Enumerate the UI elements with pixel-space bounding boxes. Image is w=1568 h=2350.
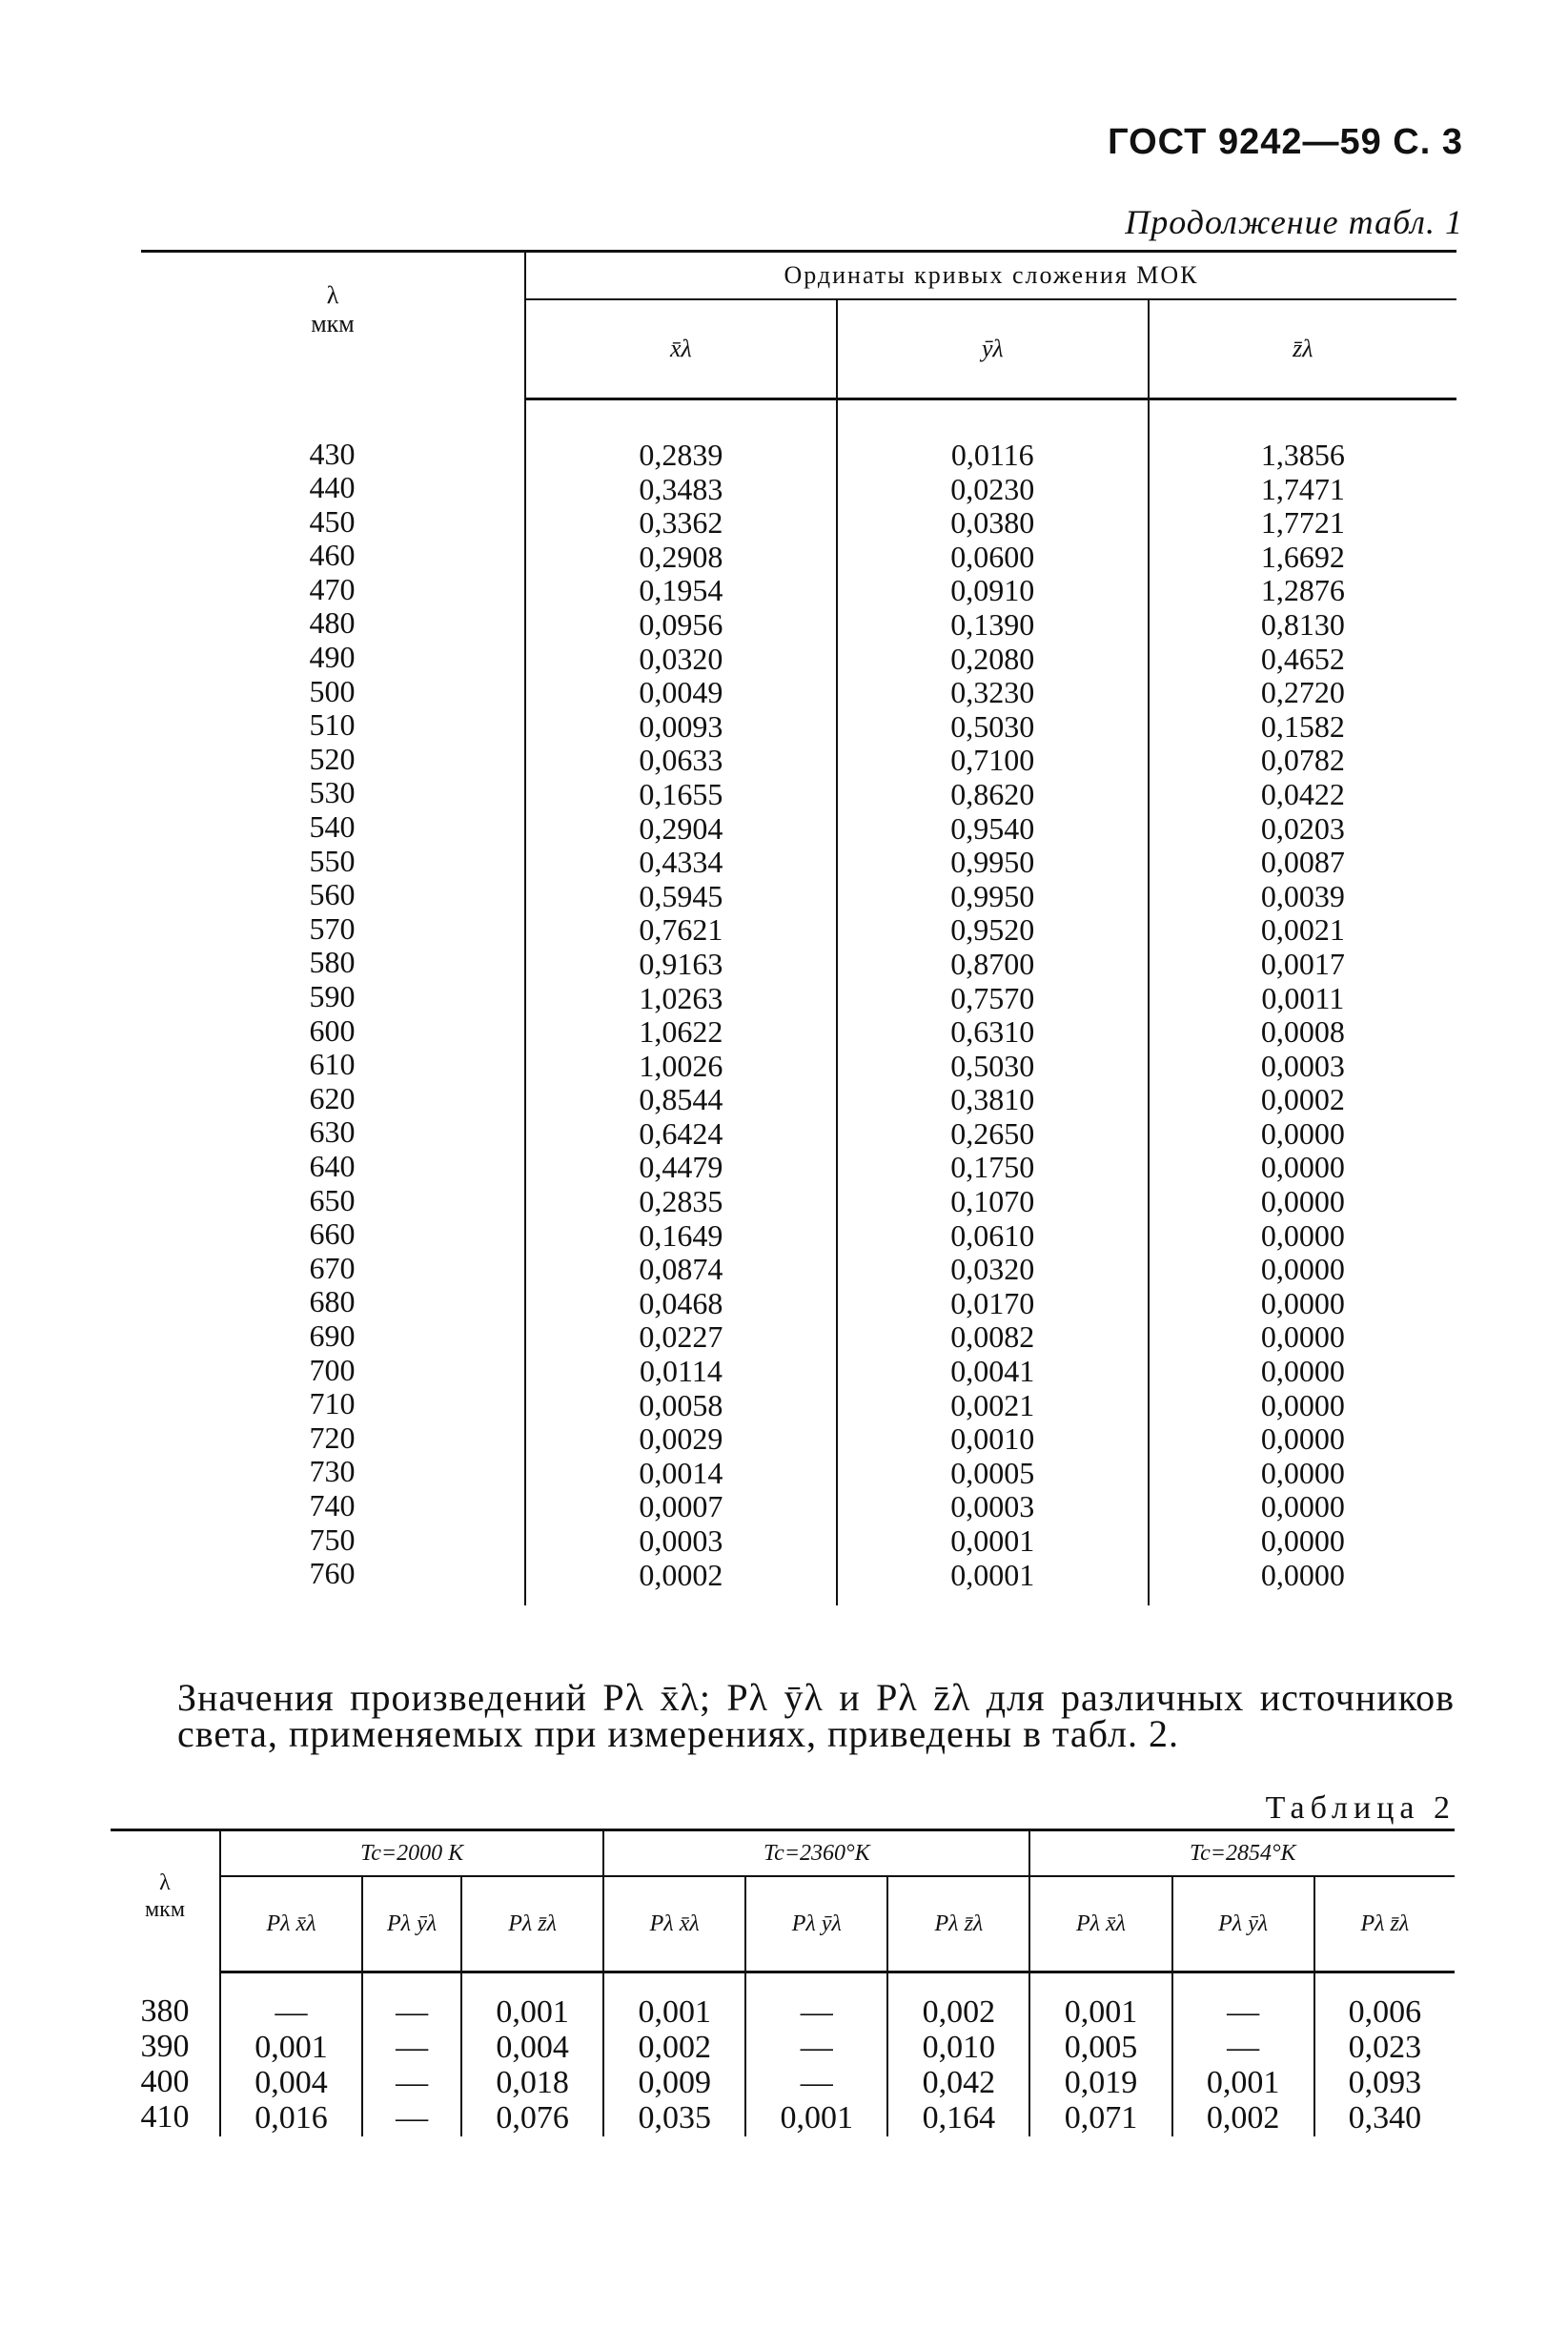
table-cell: 0,0011 bbox=[1261, 980, 1345, 1015]
table-cell: 540 bbox=[309, 809, 356, 845]
table-cell: 0,0000 bbox=[1260, 1217, 1345, 1253]
lambda-symbol: λ bbox=[159, 1870, 171, 1895]
table2-column bbox=[220, 1972, 362, 2137]
table-cell: 0,9520 bbox=[950, 912, 1035, 948]
table-cell: 0,8544 bbox=[639, 1082, 723, 1117]
table-cell: 510 bbox=[309, 707, 356, 743]
table-cell: 0,023 bbox=[1348, 2030, 1422, 2065]
table-cell: 0,0910 bbox=[950, 573, 1035, 608]
table-cell: 0,0000 bbox=[1260, 1184, 1345, 1219]
table-cell: 0,0003 bbox=[1260, 1048, 1345, 1083]
table-cell: — bbox=[396, 1994, 429, 2030]
table-cell: 0,0000 bbox=[1260, 1421, 1345, 1457]
table-cell: 0,3483 bbox=[639, 471, 723, 506]
table-cell: 0,010 bbox=[922, 2030, 996, 2065]
table-cell: 0,6424 bbox=[639, 1115, 723, 1151]
table-cell: 0,001 bbox=[638, 1994, 711, 2030]
table-cell: 0,019 bbox=[1064, 2065, 1138, 2100]
table2-col-header: Pλ z̄λ bbox=[887, 1876, 1029, 1972]
table-cell: 0,004 bbox=[255, 2065, 328, 2100]
table2-column bbox=[887, 1972, 1029, 2137]
table-cell: 560 bbox=[309, 877, 356, 912]
table-cell: 470 bbox=[309, 571, 356, 606]
table-cell: — bbox=[396, 2065, 429, 2100]
table-cell: 0,0087 bbox=[1260, 845, 1345, 880]
table-cell: 460 bbox=[309, 538, 356, 573]
table-cell: 0,0170 bbox=[950, 1285, 1035, 1320]
table2-column bbox=[745, 1972, 887, 2137]
table-cell: 0,001 bbox=[255, 2030, 328, 2065]
table2-col-header: Pλ x̄λ bbox=[603, 1876, 745, 1972]
table-cell: 0,0000 bbox=[1260, 1489, 1345, 1524]
table-cell: 0,1070 bbox=[950, 1184, 1035, 1219]
table-cell: 740 bbox=[309, 1487, 356, 1522]
table-cell: 490 bbox=[309, 640, 356, 675]
table-cell: 670 bbox=[309, 1250, 356, 1285]
table-cell: 600 bbox=[309, 1012, 356, 1048]
table-cell: 0,5030 bbox=[950, 1048, 1035, 1083]
table1-z-column bbox=[1149, 399, 1456, 1606]
table-cell: 0,001 bbox=[1206, 2065, 1280, 2100]
table2-column bbox=[461, 1972, 603, 2137]
table-cell: 0,0003 bbox=[950, 1489, 1035, 1524]
table2-col-header: Pλ z̄λ bbox=[461, 1876, 603, 1972]
table-cell: — bbox=[396, 2030, 429, 2065]
table-cell: 0,0000 bbox=[1260, 1150, 1345, 1185]
table-continuation-label: Продолжение табл. 1 bbox=[1125, 203, 1463, 241]
table-cell: 0,0017 bbox=[1260, 946, 1345, 981]
table1-lambda-column bbox=[141, 399, 525, 1606]
table-cell: 0,2650 bbox=[950, 1115, 1035, 1151]
table-cell: 0,0007 bbox=[639, 1489, 723, 1524]
table-cell: 0,0227 bbox=[639, 1319, 723, 1355]
table2-col-header: Pλ x̄λ bbox=[220, 1876, 362, 1972]
table-cell: 550 bbox=[309, 843, 356, 878]
table-cell: 0,3362 bbox=[639, 505, 723, 541]
table-cell: 700 bbox=[309, 1352, 356, 1387]
table-cell: 0,1649 bbox=[639, 1217, 723, 1253]
table-cell: 0,0021 bbox=[950, 1387, 1035, 1422]
table2-group-2854k: Tc=2854°К bbox=[1029, 1830, 1455, 1877]
table-cell: 590 bbox=[309, 979, 356, 1013]
table-cell: 0,0039 bbox=[1260, 878, 1345, 913]
lambda-unit: мкм bbox=[311, 310, 355, 337]
table-cell: 0,0000 bbox=[1260, 1252, 1345, 1287]
table-cell: 0,0002 bbox=[639, 1557, 723, 1592]
table-cell: 0,0003 bbox=[639, 1523, 723, 1558]
table2-col-header: Pλ ȳλ bbox=[745, 1876, 887, 1972]
table2-group-2000k: Tc=2000 К bbox=[220, 1830, 603, 1877]
table-cell: 630 bbox=[309, 1114, 356, 1150]
table-cell: 0,9950 bbox=[950, 878, 1035, 913]
body-paragraph: Значения произведений Pλ x̄λ; Pλ ȳλ и Pλ z̄λ для различных источников света, применяемых при измерениях, приведены в табл. 2. bbox=[177, 1676, 1455, 1755]
table-cell: 0,0116 bbox=[950, 438, 1034, 472]
table-cell: 0,4479 bbox=[639, 1150, 723, 1185]
table-cell: 0,0468 bbox=[639, 1285, 723, 1320]
table2-col-header: Pλ x̄λ bbox=[1029, 1876, 1171, 1972]
table-2 bbox=[111, 1829, 1455, 2136]
table-cell: 0,1582 bbox=[1260, 708, 1345, 744]
table-cell: 0,7621 bbox=[639, 912, 723, 948]
table-cell: 1,6692 bbox=[1260, 539, 1345, 574]
table-cell: 0,0600 bbox=[950, 539, 1035, 574]
table2-col-header: Pλ ȳλ bbox=[362, 1876, 461, 1972]
table2-column bbox=[362, 1972, 461, 2137]
table-cell: — bbox=[1227, 2030, 1260, 2065]
table-cell: 690 bbox=[309, 1318, 356, 1353]
table-cell: 0,4652 bbox=[1260, 641, 1345, 676]
table-cell: 430 bbox=[309, 436, 356, 471]
table-cell: 720 bbox=[309, 1420, 356, 1455]
table2-column bbox=[111, 1972, 220, 2137]
table-cell: 0,7570 bbox=[950, 980, 1035, 1015]
table-cell: 0,0001 bbox=[950, 1557, 1035, 1592]
table-cell: 0,0380 bbox=[950, 505, 1035, 541]
table2-col-header: Pλ ȳλ bbox=[1172, 1876, 1314, 1972]
table-cell: 0,004 bbox=[496, 2030, 569, 2065]
table2-group-2360k: Tc=2360°К bbox=[603, 1830, 1029, 1877]
table-cell: 520 bbox=[309, 741, 356, 776]
lambda-unit: мкм bbox=[144, 1897, 186, 1922]
table-cell: 0,0320 bbox=[639, 641, 723, 676]
table-cell: 0,0230 bbox=[950, 471, 1035, 506]
table-cell: 0,0000 bbox=[1260, 1354, 1345, 1389]
table1-y-column bbox=[837, 399, 1149, 1606]
table-cell: 0,006 bbox=[1348, 1994, 1422, 2030]
table-cell: 0,8700 bbox=[950, 946, 1035, 981]
table-cell: 760 bbox=[309, 1556, 356, 1591]
table1-col-z: z̄λ bbox=[1149, 299, 1456, 399]
table-cell: 650 bbox=[309, 1182, 356, 1217]
table-cell: 0,005 bbox=[1064, 2030, 1138, 2065]
table-cell: 0,1954 bbox=[639, 573, 723, 608]
table-cell: 0,0008 bbox=[1260, 1014, 1345, 1050]
table-cell: 0,0000 bbox=[1260, 1387, 1345, 1422]
table-cell: 0,2904 bbox=[639, 810, 723, 846]
table-cell: 0,042 bbox=[922, 2065, 996, 2100]
table-cell: 0,0782 bbox=[1260, 743, 1345, 778]
table-cell: 0,0001 bbox=[950, 1523, 1035, 1558]
table-cell: 0,0422 bbox=[1260, 776, 1345, 811]
table-cell: 710 bbox=[309, 1386, 356, 1421]
table-cell: 570 bbox=[309, 910, 356, 946]
table-cell: 0,001 bbox=[496, 1994, 569, 2030]
table-cell: 0,1750 bbox=[950, 1150, 1035, 1185]
table-cell: 1,0026 bbox=[639, 1048, 723, 1083]
table-cell: 0,0114 bbox=[640, 1354, 723, 1389]
table-cell: 1,7471 bbox=[1260, 471, 1345, 506]
table-cell: 0,2835 bbox=[639, 1184, 723, 1219]
table-cell: 0,3230 bbox=[950, 675, 1035, 710]
table-cell: 0,6310 bbox=[950, 1014, 1035, 1050]
table-cell: 0,7100 bbox=[950, 743, 1035, 778]
table2-column bbox=[1029, 1972, 1171, 2137]
table2-column bbox=[603, 1972, 745, 2137]
table-cell: 0,8130 bbox=[1260, 606, 1345, 642]
table-cell: 0,0000 bbox=[1260, 1455, 1345, 1490]
table-cell: 0,9540 bbox=[950, 810, 1035, 846]
table-cell: 0,0000 bbox=[1260, 1285, 1345, 1320]
table-cell: 0,0049 bbox=[639, 675, 723, 710]
table2-column bbox=[1172, 1972, 1314, 2137]
table2-col-header: Pλ z̄λ bbox=[1314, 1876, 1455, 1972]
table-cell: 0,340 bbox=[1348, 2100, 1422, 2135]
table-cell: 1,7721 bbox=[1260, 505, 1345, 541]
table-cell: 0,002 bbox=[922, 1994, 996, 2030]
table2-label: Таблица 2 bbox=[1265, 1790, 1456, 1826]
table-cell: 0,035 bbox=[638, 2100, 711, 2135]
table-cell: 0,071 bbox=[1064, 2100, 1138, 2135]
table-cell: 0,0874 bbox=[639, 1252, 723, 1287]
table-cell: 0,0082 bbox=[950, 1319, 1035, 1355]
table-cell: 610 bbox=[309, 1047, 356, 1082]
table-cell: 0,076 bbox=[496, 2100, 569, 2135]
table-cell: 0,0320 bbox=[950, 1252, 1035, 1287]
table-cell: 0,1655 bbox=[639, 776, 723, 811]
table-cell: 0,3810 bbox=[950, 1082, 1035, 1117]
table-cell: 730 bbox=[309, 1454, 356, 1489]
table-cell: 1,0622 bbox=[639, 1014, 723, 1050]
table-cell: 0,002 bbox=[1206, 2100, 1280, 2135]
table-cell: — bbox=[800, 2030, 833, 2065]
table-cell: 0,0956 bbox=[639, 606, 723, 642]
table1-col-y: ȳλ bbox=[837, 299, 1149, 399]
table1-x-column bbox=[525, 399, 837, 1606]
table-cell: 1,2876 bbox=[1260, 573, 1345, 608]
table-cell: 0,0610 bbox=[950, 1217, 1035, 1253]
table-cell: 0,2720 bbox=[1260, 675, 1345, 710]
table-cell: 750 bbox=[309, 1522, 356, 1557]
table-cell: 0,2908 bbox=[639, 539, 723, 574]
table-cell: 680 bbox=[309, 1284, 356, 1319]
table-cell: 0,0000 bbox=[1260, 1557, 1345, 1592]
table-cell: 530 bbox=[309, 775, 356, 810]
table-cell: 0,0058 bbox=[639, 1387, 723, 1422]
table-cell: — bbox=[800, 1994, 833, 2030]
table1-group-header: Ординаты кривых сложения МОК bbox=[525, 252, 1456, 300]
table1-col-x: x̄λ bbox=[525, 299, 837, 399]
table-cell: 0,8620 bbox=[950, 776, 1035, 811]
table-cell: 0,5030 bbox=[950, 708, 1035, 744]
table-cell: — bbox=[800, 2065, 833, 2100]
table-cell: 1,0263 bbox=[639, 980, 723, 1015]
table-cell: 0,009 bbox=[638, 2065, 711, 2100]
table-cell: 0,0002 bbox=[1260, 1082, 1345, 1117]
table2-column bbox=[1314, 1972, 1455, 2137]
table-cell: — bbox=[275, 1994, 308, 2030]
table-cell: 0,9163 bbox=[639, 946, 723, 981]
table-cell: 0,016 bbox=[255, 2100, 328, 2135]
table-cell: 0,093 bbox=[1348, 2065, 1422, 2100]
table-cell: 400 bbox=[140, 2063, 190, 2099]
table-cell: 0,164 bbox=[922, 2100, 996, 2135]
table2-lambda-header bbox=[111, 1830, 220, 1972]
table1-lambda-header bbox=[141, 252, 525, 399]
table-cell: 0,001 bbox=[1064, 1994, 1138, 2030]
table-cell: 0,4334 bbox=[639, 845, 723, 880]
table-cell: 0,2839 bbox=[639, 438, 723, 472]
table-cell: 410 bbox=[140, 2098, 190, 2135]
table-cell: 0,018 bbox=[496, 2065, 569, 2100]
table-cell: 0,0000 bbox=[1260, 1115, 1345, 1151]
table-cell: 0,0093 bbox=[639, 708, 723, 744]
table-cell: 0,002 bbox=[638, 2030, 711, 2065]
table-cell: 0,0014 bbox=[639, 1455, 723, 1490]
table-cell: 0,0005 bbox=[950, 1455, 1035, 1490]
table-cell: 0,0633 bbox=[639, 743, 723, 778]
table-cell: 0,1390 bbox=[950, 606, 1035, 642]
table-cell: 0,2080 bbox=[950, 641, 1035, 676]
table-cell: 390 bbox=[140, 2028, 190, 2064]
table-cell: 0,0029 bbox=[639, 1421, 723, 1457]
lambda-symbol: λ bbox=[326, 281, 339, 309]
table-cell: 660 bbox=[309, 1216, 356, 1252]
table-1 bbox=[141, 250, 1456, 1605]
table-cell: 0,0000 bbox=[1260, 1319, 1345, 1355]
table-cell: 500 bbox=[309, 673, 356, 708]
table-cell: 380 bbox=[140, 1992, 190, 2029]
table-cell: 450 bbox=[309, 503, 356, 539]
table-cell: 0,0010 bbox=[950, 1421, 1035, 1457]
table-cell: 0,0041 bbox=[950, 1354, 1035, 1389]
table-cell: 0,0000 bbox=[1260, 1523, 1345, 1558]
table-cell: — bbox=[1227, 1994, 1260, 2030]
table-cell: 0,9950 bbox=[950, 845, 1035, 880]
table-cell: 480 bbox=[309, 605, 356, 641]
table-cell: 440 bbox=[309, 470, 356, 505]
table-cell: 620 bbox=[309, 1080, 356, 1115]
table-cell: 0,0203 bbox=[1260, 810, 1345, 846]
table-cell: 0,001 bbox=[780, 2100, 854, 2135]
table-cell: 1,3856 bbox=[1260, 438, 1345, 472]
table-cell: 0,0021 bbox=[1260, 912, 1345, 948]
table-cell: 0,5945 bbox=[639, 878, 723, 913]
table-cell: 580 bbox=[309, 945, 356, 980]
table-cell: 640 bbox=[309, 1148, 356, 1183]
table-cell: — bbox=[396, 2100, 429, 2135]
page-header: ГОСТ 9242—59 С. 3 bbox=[1108, 122, 1463, 162]
